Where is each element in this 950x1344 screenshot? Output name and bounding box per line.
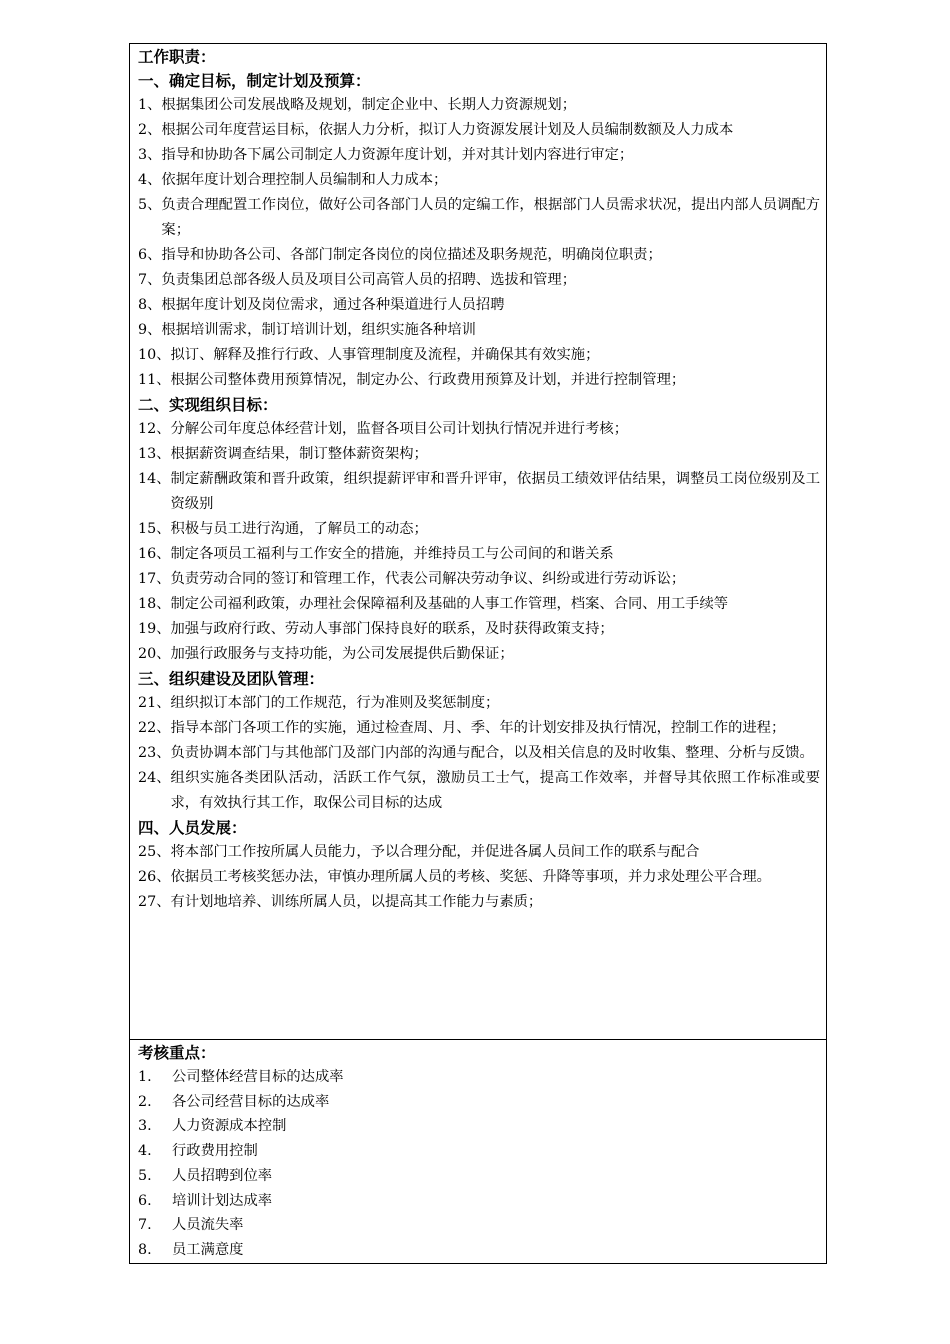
duties-content — [130, 44, 826, 915]
duty-item-number: 19、 — [138, 621, 171, 637]
duty-item — [138, 517, 820, 542]
kpi-item-text: 员工满意度 — [172, 1241, 244, 1258]
duty-item-number: 26、 — [138, 869, 171, 885]
duty-item — [138, 293, 820, 318]
duty-item-number: 7、 — [138, 272, 162, 288]
duty-item-number: 23、 — [138, 745, 171, 761]
duties-group-heading: 四、人员发展： — [138, 819, 247, 837]
duty-item-text: 加强行政服务与支持功能，为公司发展提供后勤保证； — [170, 646, 514, 662]
duty-item-number: 16、 — [138, 546, 171, 562]
duty-item-text: 负责集团总部各级人员及项目公司高管人员的招聘、选拔和管理； — [161, 272, 577, 288]
duty-item — [138, 343, 820, 368]
kpi-item — [138, 1114, 820, 1139]
duty-item — [138, 592, 820, 617]
duty-item-number: 20、 — [138, 646, 171, 662]
kpi-content — [130, 1040, 826, 1263]
duty-item-text: 指导和协助各公司、各部门制定各岗位的岗位描述及职务规范，明确岗位职责； — [161, 247, 662, 263]
duty-item-text: 制定薪酬政策和晋升政策，组织提薪评审和晋升评审，依据员工绩效评估结果，调整员工岗位级别及工资级别 — [170, 471, 820, 512]
duty-item-text: 依据员工考核奖惩办法，审慎办理所属人员的考核、奖惩、升降等事项，并力求处理公平合理。 — [170, 869, 771, 885]
duty-item — [138, 716, 820, 741]
duty-item — [138, 243, 820, 268]
duty-item-number: 21、 — [138, 695, 171, 711]
duty-item-text: 根据公司整体费用预算情况，制定办公、行政费用预算及计划，并进行控制管理； — [170, 372, 686, 388]
duty-item — [138, 318, 820, 343]
duty-item-text: 有计划地培养、训练所属人员，以提高其工作能力与素质； — [170, 894, 543, 910]
duty-item-number: 8、 — [138, 297, 162, 313]
duty-item-number: 27、 — [138, 894, 171, 910]
duty-item — [138, 567, 820, 592]
duty-item-text: 组织实施各类团队活动，活跃工作气氛，激励员工士气，提高工作效率，并督导其依照工作标准或要求，有效执行其工作，取保公司目标的达成 — [170, 770, 820, 811]
duty-item-number: 22、 — [138, 720, 171, 736]
duty-item-number: 1、 — [138, 97, 162, 113]
duty-item-text: 负责合理配置工作岗位，做好公司各部门人员的定编工作，根据部门人员需求状况，提出内部人员调配方案； — [161, 197, 820, 238]
duty-item — [138, 691, 820, 716]
duty-item — [138, 93, 820, 118]
kpi-item-text: 行政费用控制 — [172, 1143, 258, 1160]
kpi-item-text: 人员招聘到位率 — [172, 1167, 273, 1184]
duty-item — [138, 442, 820, 467]
duty-item-number: 5、 — [138, 197, 162, 213]
kpi-item-number: 8. — [138, 1241, 152, 1258]
duty-item-text: 指导本部门各项工作的实施，通过检查周、月、季、年的计划安排及执行情况，控制工作的进程； — [170, 720, 786, 736]
duty-item — [138, 417, 820, 442]
kpi-item-text: 人力资源成本控制 — [172, 1118, 287, 1135]
kpi-item-text: 各公司经营目标的达成率 — [172, 1093, 330, 1110]
duty-item-number: 10、 — [138, 347, 171, 363]
kpi-item-text: 人员流失率 — [172, 1217, 244, 1234]
duty-item — [138, 741, 820, 766]
duty-item-number: 11、 — [138, 372, 171, 388]
duty-item — [138, 617, 820, 642]
kpi-item-number: 6. — [138, 1192, 152, 1209]
duties-section — [130, 44, 826, 1039]
duty-item — [138, 143, 820, 168]
duty-item-number: 24、 — [138, 770, 171, 786]
duty-item — [138, 890, 820, 915]
duty-item-text: 根据集团公司发展战略及规划，制定企业中、长期人力资源规划； — [161, 97, 577, 113]
duty-item-number: 14、 — [138, 471, 171, 487]
duty-item — [138, 268, 820, 293]
duty-item-text: 制定公司福利政策，办理社会保障福利及基础的人事工作管理，档案、合同、用工手续等 — [170, 596, 729, 612]
kpi-item-number: 5. — [138, 1167, 152, 1184]
duty-item-text: 根据公司年度营运目标，依据人力分析，拟订人力资源发展计划及人员编制数额及人力成本 — [161, 122, 734, 138]
kpi-item — [138, 1139, 820, 1164]
duty-item-text: 加强与政府行政、劳动人事部门保持良好的联系，及时获得政策支持； — [170, 621, 614, 637]
duty-item — [138, 642, 820, 667]
duty-item — [138, 865, 820, 890]
duties-group-heading: 二、实现组织目标： — [138, 396, 278, 414]
kpi-item-number: 3. — [138, 1118, 152, 1135]
duty-item-text: 积极与员工进行沟通，了解员工的动态； — [170, 521, 428, 537]
duty-item-text: 根据薪资调查结果，制订整体薪资架构； — [170, 446, 428, 462]
duty-item-text: 根据年度计划及岗位需求，通过各种渠道进行人员招聘 — [161, 297, 505, 313]
job-description-table — [129, 43, 827, 1264]
duty-item — [138, 368, 820, 393]
kpi-section — [130, 1039, 826, 1263]
duty-item — [138, 168, 820, 193]
duty-item-text: 负责劳动合同的签订和管理工作，代表公司解决劳动争议、纠纷或进行劳动诉讼； — [170, 571, 686, 587]
duty-item — [138, 542, 820, 567]
kpi-item — [138, 1065, 820, 1090]
duty-item-number: 17、 — [138, 571, 171, 587]
duty-item-text: 依据年度计划合理控制人员编制和人力成本； — [161, 172, 448, 188]
duty-item-number: 2、 — [138, 122, 162, 138]
duty-item-text: 组织拟订本部门的工作规范，行为准则及奖惩制度； — [170, 695, 500, 711]
duty-item-text: 负责协调本部门与其他部门及部门内部的沟通与配合，以及相关信息的及时收集、整理、分析与反馈。 — [170, 745, 814, 761]
duty-item-number: 18、 — [138, 596, 171, 612]
kpi-item-text: 培训计划达成率 — [172, 1192, 273, 1209]
duty-item — [138, 766, 820, 816]
duty-item-number: 9、 — [138, 322, 162, 338]
duties-title: 工作职责： — [138, 48, 216, 66]
duty-item — [138, 118, 820, 143]
duty-item-number: 25、 — [138, 844, 171, 860]
kpi-item — [138, 1213, 820, 1238]
duty-item-text: 制定各项员工福利与工作安全的措施，并维持员工与公司间的和谐关系 — [170, 546, 614, 562]
duties-group-heading: 三、组织建设及团队管理： — [138, 670, 325, 688]
duty-item-text: 将本部门工作按所属人员能力，予以合理分配，并促进各属人员间工作的联系与配合 — [170, 844, 700, 860]
duty-item — [138, 193, 820, 243]
duty-item-number: 13、 — [138, 446, 171, 462]
kpi-item-number: 4. — [138, 1143, 152, 1160]
kpi-item-number: 7. — [138, 1217, 152, 1234]
duty-item-text: 根据培训需求，制订培训计划，组织实施各种培训 — [161, 322, 476, 338]
duty-item-text: 拟订、解释及推行行政、人事管理制度及流程，并确保其有效实施； — [170, 347, 600, 363]
duty-item-number: 3、 — [138, 147, 162, 163]
duty-item-text: 指导和协助各下属公司制定人力资源年度计划，并对其计划内容进行审定； — [161, 147, 634, 163]
kpi-item — [138, 1238, 820, 1263]
duty-item-number: 4、 — [138, 172, 162, 188]
duty-item — [138, 840, 820, 865]
kpi-item-text: 公司整体经营目标的达成率 — [172, 1069, 344, 1085]
duty-item-number: 15、 — [138, 521, 171, 537]
kpi-title: 考核重点： — [138, 1044, 216, 1062]
duty-item-number: 12、 — [138, 421, 171, 437]
kpi-item — [138, 1090, 820, 1115]
duty-item-text: 分解公司年度总体经营计划，监督各项目公司计划执行情况并进行考核； — [170, 421, 628, 437]
kpi-item-number: 2. — [138, 1093, 152, 1110]
kpi-item — [138, 1164, 820, 1189]
duty-item-number: 6、 — [138, 247, 162, 263]
kpi-item-number: 1. — [138, 1069, 152, 1085]
kpi-item — [138, 1189, 820, 1214]
duties-group-heading: 一、确定目标，制定计划及预算： — [138, 72, 371, 90]
duty-item — [138, 467, 820, 517]
